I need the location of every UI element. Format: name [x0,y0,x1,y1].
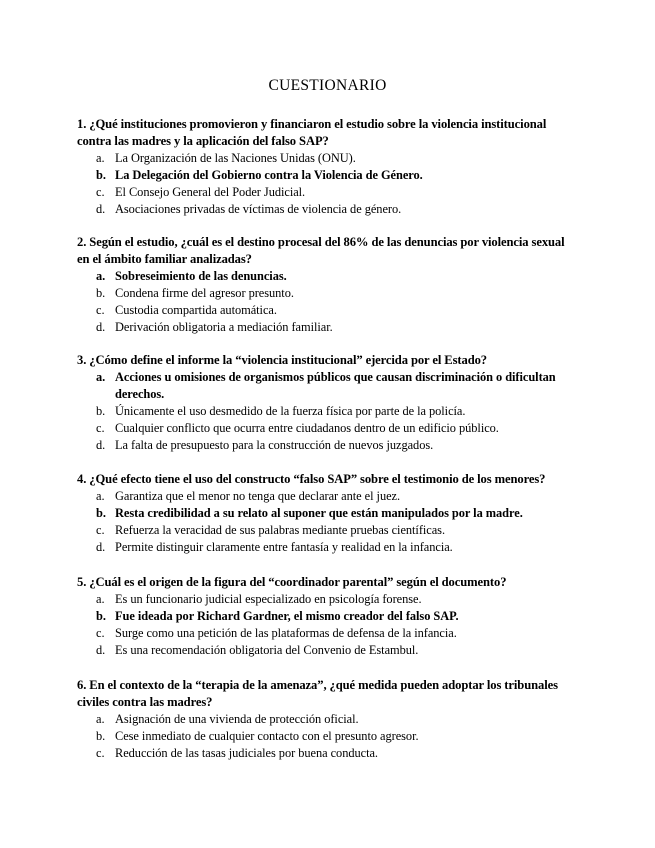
option-list [77,268,577,336]
option-text: Cualquier conflicto que ocurra entre ciudadanos dentro de un edificio público. [115,421,499,435]
option-list [77,369,577,454]
option-text: Garantiza que el menor no tenga que declarar ante el juez. [115,489,401,503]
option-item-correct [77,505,577,522]
question-3 [77,352,577,454]
option-letter: a. [96,151,105,165]
option-letter: d. [96,438,106,452]
option-text: Fue ideada por Richard Gardner, el mismo creador del falso SAP. [115,609,459,623]
option-text: Reducción de las tasas judiciales por buena conducta. [115,746,378,760]
option-text: La Delegación del Gobierno contra la Violencia de Género. [115,168,423,182]
option-letter: a. [96,269,106,283]
option-item [77,728,577,745]
option-text: Asociaciones privadas de víctimas de violencia de género. [115,202,402,216]
option-item [77,591,577,608]
option-letter: d. [96,643,106,657]
option-text: La Organización de las Naciones Unidas (ONU). [115,151,356,165]
option-letter: c. [96,185,105,199]
question-6 [77,677,577,762]
option-text: Es una recomendación obligatoria del Convenio de Estambul. [115,643,419,657]
option-letter: b. [96,404,106,418]
option-letter: d. [96,202,106,216]
option-item [77,522,577,539]
option-letter: c. [96,421,105,435]
question-2 [77,234,577,336]
option-text: Resta credibilidad a su relato al suponer que están manipulados por la madre. [115,506,523,520]
question-5 [77,574,577,659]
option-letter: a. [96,489,105,503]
option-letter: a. [96,592,105,606]
option-letter: b. [96,168,106,182]
option-letter: b. [96,506,106,520]
option-item-correct [77,369,577,403]
option-letter: a. [96,712,105,726]
option-letter: c. [96,303,105,317]
option-item [77,539,577,556]
option-letter: c. [96,746,105,760]
question-1 [77,116,577,218]
question-text: 6. En el contexto de la “terapia de la amenaza”, ¿qué medida pueden adoptar los tribunales civiles contra las madres? [77,678,558,709]
option-text: El Consejo General del Poder Judicial. [115,185,306,199]
option-item [77,403,577,420]
option-letter: c. [96,523,105,537]
option-item [77,625,577,642]
option-item-correct [77,268,577,285]
option-text: Derivación obligatoria a mediación familiar. [115,320,333,334]
question-text: 3. ¿Cómo define el informe la “violencia institucional” ejercida por el Estado? [77,353,487,367]
option-item-correct [77,608,577,625]
option-item [77,302,577,319]
option-item [77,201,577,218]
option-item [77,184,577,201]
option-list [77,591,577,659]
option-text: Es un funcionario judicial especializado en psicología forense. [115,592,422,606]
option-letter: d. [96,320,106,334]
option-letter: b. [96,286,106,300]
option-text: Acciones u omisiones de organismos públicos que causan discriminación o dificultan derechos. [115,370,556,401]
question-text: 4. ¿Qué efecto tiene el uso del constructo “falso SAP” sobre el testimonio de los menores? [77,472,546,486]
option-item [77,420,577,437]
option-text: Cese inmediato de cualquier contacto con el presunto agresor. [115,729,419,743]
option-text: La falta de presupuesto para la construcción de nuevos juzgados. [115,438,434,452]
option-item [77,150,577,167]
option-text: Custodia compartida automática. [115,303,277,317]
option-text: Únicamente el uso desmedido de la fuerza física por parte de la policía. [115,404,466,418]
option-item-correct [77,167,577,184]
option-item [77,711,577,728]
question-text: 2. Según el estudio, ¿cuál es el destino procesal del 86% de las denuncias por violencia sexual en el ámbito familiar analizadas? [77,235,565,266]
option-item [77,319,577,336]
option-list [77,488,577,556]
question-text: 1. ¿Qué instituciones promovieron y financiaron el estudio sobre la violencia institucional contra las madres y la aplicación del falso SAP? [77,117,547,148]
option-text: Surge como una petición de las plataformas de defensa de la infancia. [115,626,457,640]
question-text: 5. ¿Cuál es el origen de la figura del “coordinador parental” según el documento? [77,575,507,589]
option-letter: c. [96,626,105,640]
option-item [77,745,577,762]
option-letter: b. [96,729,106,743]
option-item [77,488,577,505]
option-list [77,711,577,762]
option-letter: a. [96,370,106,384]
option-item [77,285,577,302]
option-item [77,437,577,454]
option-text: Permite distinguir claramente entre fantasía y realidad en la infancia. [115,540,453,554]
option-text: Condena firme del agresor presunto. [115,286,294,300]
page-title: CUESTIONARIO [268,77,387,94]
option-letter: b. [96,609,106,623]
option-text: Asignación de una vivienda de protección oficial. [115,712,359,726]
option-letter: d. [96,540,106,554]
option-list [77,150,577,218]
option-text: Sobreseimiento de las denuncias. [115,269,287,283]
option-item [77,642,577,659]
option-text: Refuerza la veracidad de sus palabras mediante pruebas científicas. [115,523,446,537]
question-4 [77,471,577,556]
